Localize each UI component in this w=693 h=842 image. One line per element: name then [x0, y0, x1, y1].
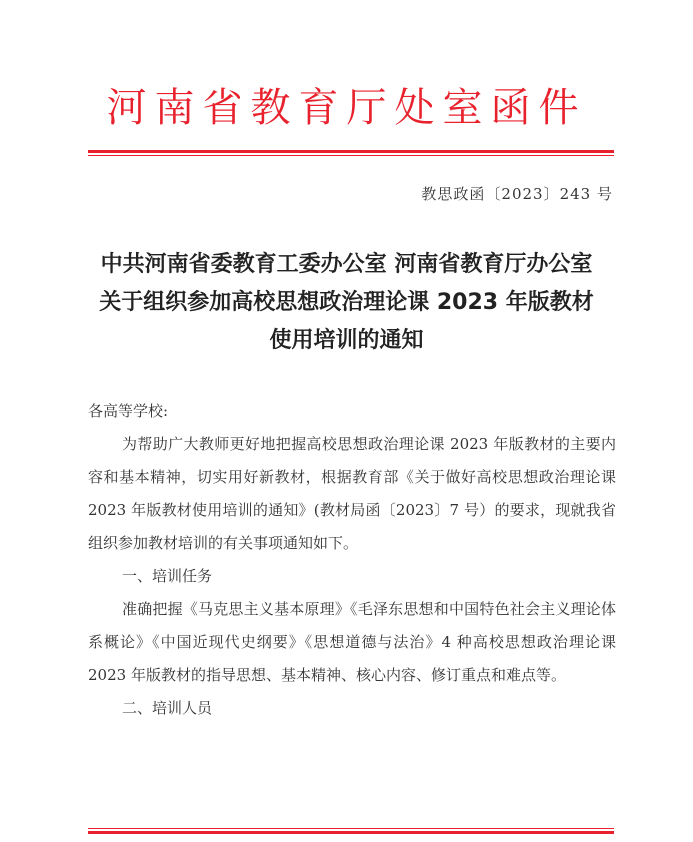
title-line-3: 使用培训的通知	[269, 328, 424, 353]
letterhead-rule-top	[88, 150, 614, 156]
footer-rule	[88, 828, 614, 834]
notice-body	[88, 395, 616, 725]
paragraph-intro: 为帮助广大教师更好地把握高校思想政治理论课 2023 年版教材的主要内容和基本精神，切实用好新教材，根据教育部《关于做好高校思想政治理论课 2023 年版教材使用培训的通知》(教材局函〔2023〕7 号）的要求，现就我省组织参加教材培训的有关事项通知如下。	[88, 435, 616, 552]
document-number: 教思政函〔2023〕243 号	[421, 185, 613, 203]
title-line-1: 中共河南省委教育工委办公室 河南省教育厅办公室	[100, 252, 593, 277]
salutation: 各高等学校:	[88, 402, 169, 420]
rule-thin-line	[88, 155, 614, 156]
title-line-2: 关于组织参加高校思想政治理论课 2023 年版教材	[99, 290, 594, 315]
letterhead-title: 河南省教育厅处室函件	[106, 85, 587, 131]
rule-thick-line	[88, 831, 614, 834]
section-heading-1: 一、培训任务	[122, 567, 213, 585]
section-heading-2: 二、培训人员	[122, 699, 213, 717]
notice-title	[0, 246, 693, 360]
paragraph-training-tasks: 准确把握《马克思主义基本原理》《毛泽东思想和中国特色社会主义理论体系概论》《中国近现代史纲要》《思想道德与法治》4 种高校思想政治理论课 2023 年版教材的指导思想、基本精神、核心内容、修订重点和难点等。	[88, 600, 616, 684]
